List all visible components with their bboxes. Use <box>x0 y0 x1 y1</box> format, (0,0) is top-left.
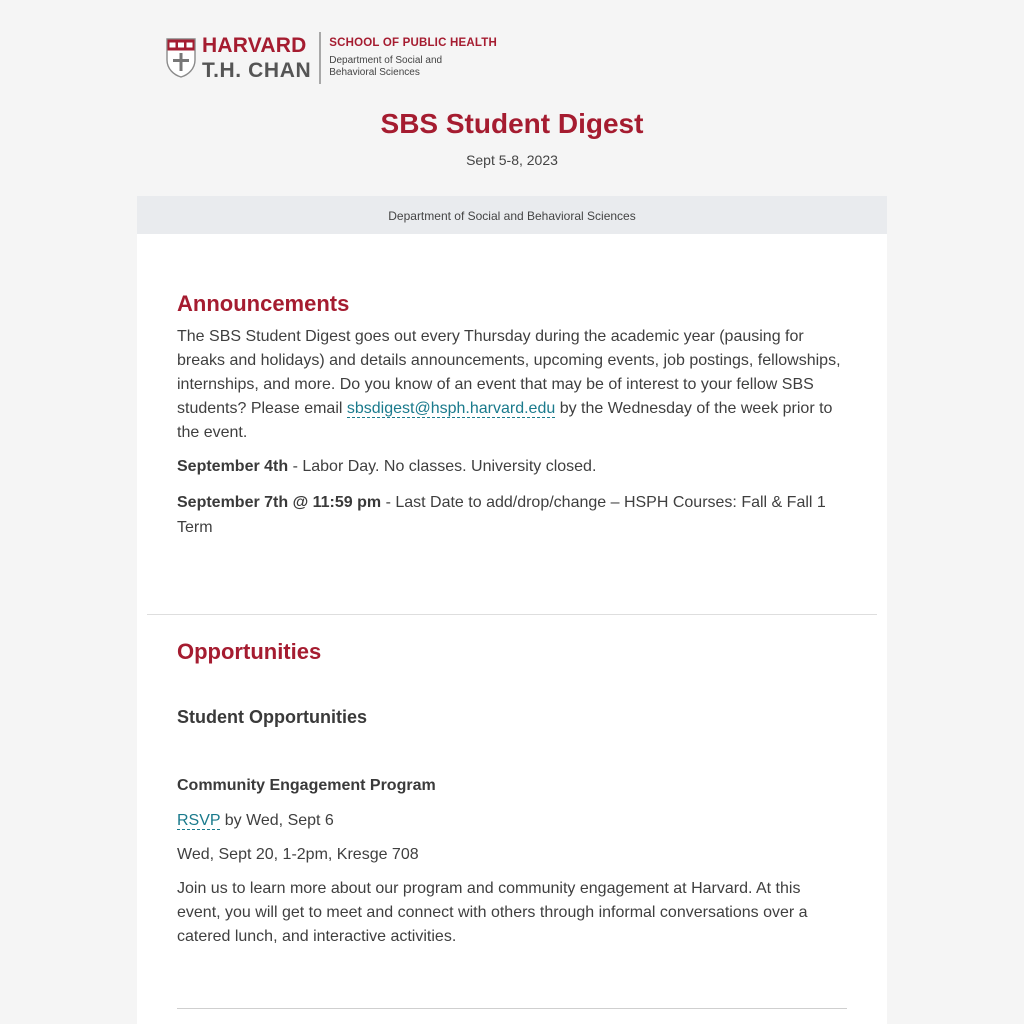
announcements-heading: Announcements <box>177 291 350 316</box>
announcement-text: - Labor Day. No classes. University closed. <box>288 458 597 475</box>
school-logo <box>166 30 497 86</box>
item-divider <box>177 1008 847 1009</box>
digest-date: Sept 5-8, 2023 <box>466 152 558 168</box>
intro-text-after: by the Wednesday of the week prior to the event. <box>177 400 833 441</box>
logo-dept-line-2: Behavioral Sciences <box>329 67 420 78</box>
logo-dept-line-1: Department of Social and <box>329 55 443 66</box>
announcement-item <box>177 455 847 479</box>
announcement-date: September 7th @ 11:59 pm <box>177 494 382 511</box>
announcements-intro <box>177 325 847 445</box>
announcement-date: September 4th <box>177 458 289 475</box>
program-description: Join us to learn more about our program and community engagement at Harvard. At this event, you will get to meet and connect with others through informal conversations over a catered lunch, and interactive activities. <box>177 880 808 945</box>
student-opportunities-heading: Student Opportunities <box>177 707 367 727</box>
program-title: Community Engagement Program <box>177 777 436 794</box>
rsvp-deadline: by Wed, Sept 6 <box>220 812 334 829</box>
logo-school-name: SCHOOL OF PUBLIC HEALTH <box>329 37 497 49</box>
logo-harvard-text: HARVARD <box>202 34 307 57</box>
program-when: Wed, Sept 20, 1-2pm, Kresge 708 <box>177 846 419 863</box>
section-divider <box>147 614 877 615</box>
logo-chan-text: T.H. CHAN <box>202 59 312 82</box>
harvard-shield-icon <box>166 38 196 78</box>
harvard-chan-wordmark <box>202 35 311 81</box>
logo-divider <box>319 32 321 84</box>
announcement-item <box>177 490 847 540</box>
rsvp-link[interactable]: RSVP <box>177 812 221 829</box>
digest-content-card <box>137 234 887 1024</box>
department-banner: Department of Social and Behavioral Sciences <box>137 196 887 234</box>
opportunities-heading: Opportunities <box>177 639 322 664</box>
digest-title: SBS Student Digest <box>380 108 644 139</box>
announcement-text: - Last Date to add/drop/change – HSPH Courses: Fall & Fall 1 Term <box>177 494 826 536</box>
intro-text-before: The SBS Student Digest goes out every Thursday during the academic year (pausing for breaks and holidays) and details announcements, upcoming events, job postings, fellowships, internships, and more. Do you know of an event that may be of interest to your fellow SBS students? Please email <box>177 328 841 417</box>
school-name-block <box>329 37 497 79</box>
digest-email-link[interactable]: sbsdigest@hsph.harvard.edu <box>346 400 556 417</box>
program-rsvp-line <box>177 809 847 833</box>
